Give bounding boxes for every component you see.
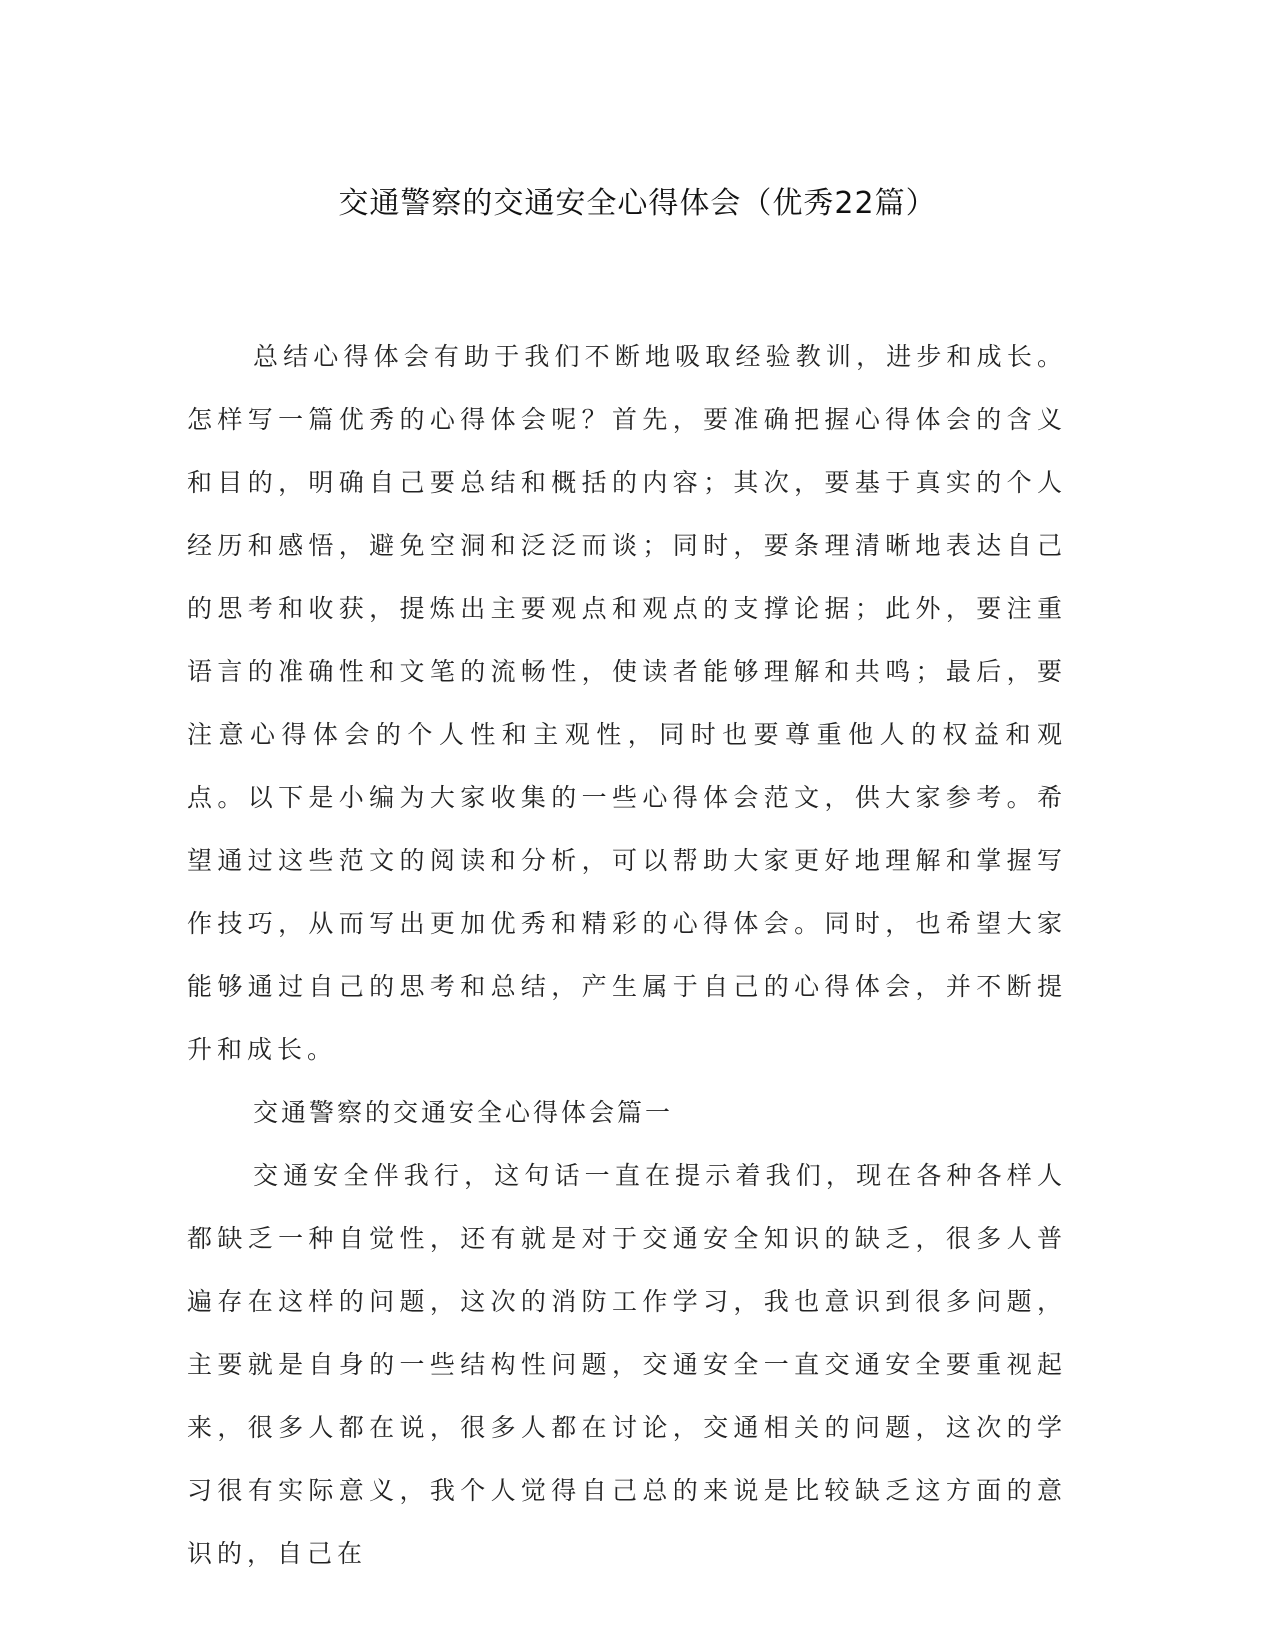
intro-paragraph: 总结心得体会有助于我们不断地吸取经验教训，进步和成长。怎样写一篇优秀的心得体会呢？首先，要准确把握心得体会的含义和目的，明确自己要总结和概括的内容；其次，要基于真实的个人经历和感悟，避免空洞和泛泛而谈；同时，要条理清晰地表达自己的思考和收获，提炼出主要观点和观点的支撑论据；此外，要注重语言的准确性和文笔的流畅性，使读者能够理解和共鸣；最后，要注意心得体会的个人性和主观性，同时也要尊重他人的权益和观点。以下是小编为大家收集的一些心得体会范文，供大家参考。希望通过这些范文的阅读和分析，可以帮助大家更好地理解和掌握写作技巧，从而写出更加优秀和精彩的心得体会。同时，也希望大家能够通过自己的思考和总结，产生属于自己的心得体会，并不断提升和成长。 <box>187 342 1067 1064</box>
section-paragraph: 交通安全伴我行，这句话一直在提示着我们，现在各种各样人都缺乏一种自觉性，还有就是对于交通安全知识的缺乏，很多人普遍存在这样的问题，这次的消防工作学习，我也意识到很多问题，主要就是自身的一些结构性问题，交通安全一直交通安全要重视起来，很多人都在说，很多人都在讨论，交通相关的问题，这次的学习很有实际意义，我个人觉得自己总的来说是比较缺乏这方面的意识的，自己在 <box>187 1161 1067 1568</box>
document-title: 交通警察的交通安全心得体会（优秀22篇） <box>338 186 937 221</box>
section-heading: 交通警察的交通安全心得体会篇一 <box>253 1098 674 1127</box>
document-body <box>187 325 1067 1585</box>
